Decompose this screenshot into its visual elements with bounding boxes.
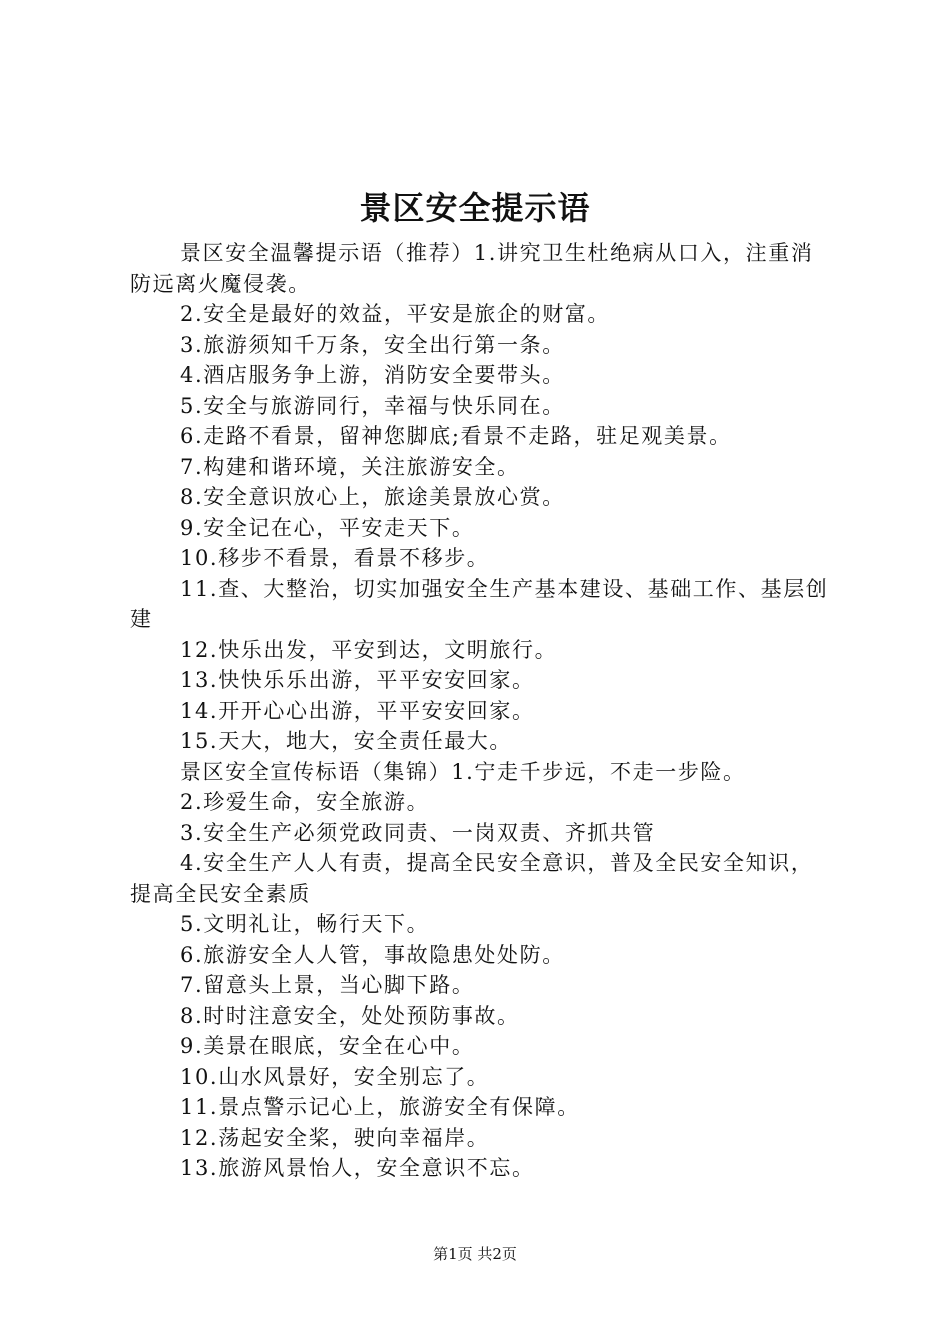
- page-footer: 第1页 共2页: [433, 1245, 517, 1263]
- paragraph: 4.安全生产人人有责，提高全民安全意识，普及全民安全知识，提高全民安全素质: [130, 851, 814, 906]
- paragraph: 3.旅游须知千万条，安全出行第一条。: [180, 332, 565, 357]
- paragraph: 11.查、大整治，切实加强安全生产基本建设、基础工作、基层创建: [130, 576, 829, 631]
- paragraph: 6.旅游安全人人管，事故隐患处处防。: [180, 942, 565, 967]
- paragraph: 7.留意头上景，当心脚下路。: [180, 973, 475, 997]
- paragraph: 9.美景在眼底，安全在心中。: [180, 1034, 475, 1058]
- paragraph: 5.安全与旅游同行，幸福与快乐同在。: [180, 393, 565, 418]
- paragraph: 4.酒店服务争上游，消防安全要带头。: [180, 363, 565, 387]
- paragraph: 景区安全宣传标语（集锦）1.宁走千步远，不走一步险。: [180, 759, 746, 784]
- paragraph: 13.旅游风景怡人，安全意识不忘。: [180, 1156, 535, 1180]
- paragraph: 10.移步不看景，看景不移步。: [180, 546, 490, 570]
- paragraph: 3.安全生产必须党政同责、一岗双责、齐抓共管: [180, 820, 656, 845]
- paragraph: 12.快乐出发，平安到达，文明旅行。: [180, 637, 558, 662]
- document-title: 景区安全提示语: [359, 189, 591, 227]
- paragraph: 2.安全是最好的效益，平安是旅企的财富。: [180, 302, 611, 326]
- paragraph: 2.珍爱生命，安全旅游。: [180, 790, 430, 814]
- document-body: [130, 238, 830, 1184]
- paragraph: 9.安全记在心，平安走天下。: [180, 515, 475, 540]
- paragraph: 5.文明礼让，畅行天下。: [180, 912, 430, 936]
- paragraph: 10.山水风景好，安全别忘了。: [180, 1064, 490, 1089]
- paragraph: 13.快快乐乐出游，平平安安回家。: [180, 668, 535, 692]
- paragraph: 景区安全温馨提示语（推荐）1.讲究卫生杜绝病从口入，注重消防远离火魔侵袭。: [130, 241, 814, 296]
- paragraph: 15.天大，地大，安全责任最大。: [180, 729, 512, 753]
- paragraph: 14.开开心心出游，平平安安回家。: [180, 698, 535, 723]
- paragraph: 7.构建和谐环境，关注旅游安全。: [180, 454, 520, 479]
- paragraph: 6.走路不看景，留神您脚底;看景不走路，驻足观美景。: [180, 424, 732, 448]
- paragraph: 8.时时注意安全，处处预防事故。: [180, 1003, 520, 1028]
- paragraph: 11.景点警示记心上，旅游安全有保障。: [180, 1095, 580, 1119]
- paragraph: 8.安全意识放心上，旅途美景放心赏。: [180, 485, 565, 509]
- paragraph: 12.荡起安全桨，驶向幸福岸。: [180, 1125, 490, 1150]
